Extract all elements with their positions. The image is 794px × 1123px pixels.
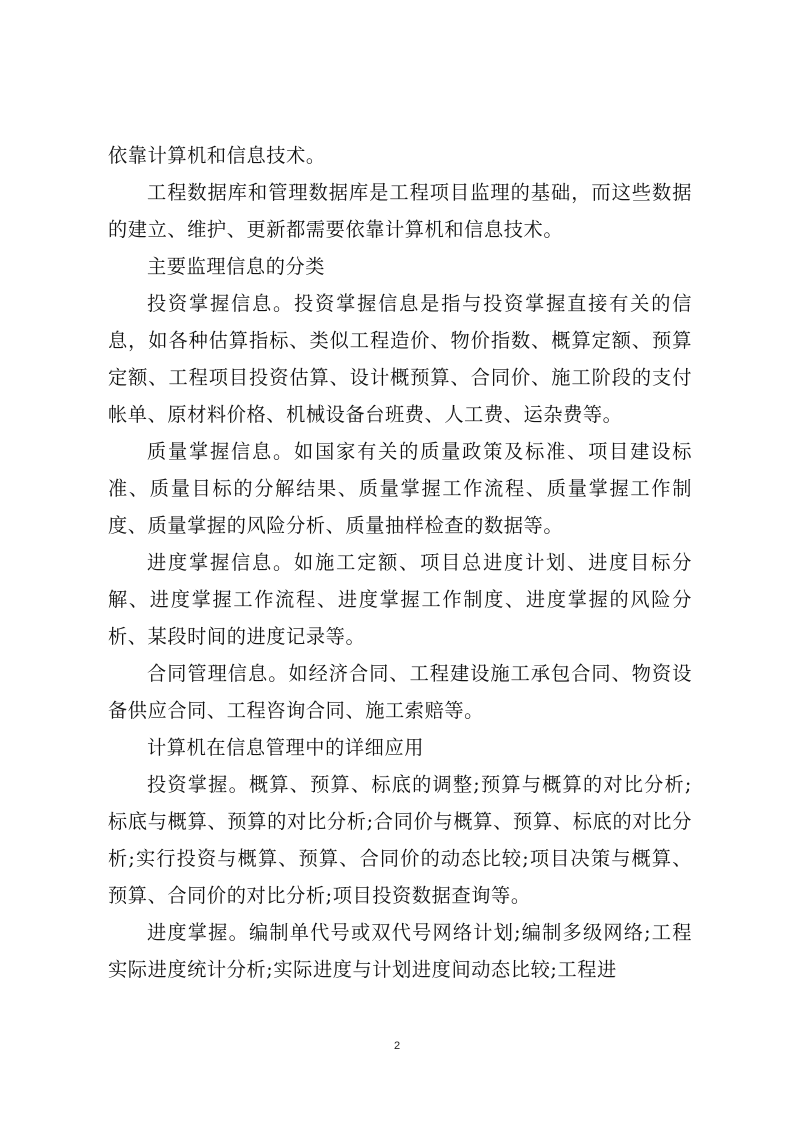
body-text: [108, 137, 692, 988]
paragraph-schedule-info: 进度掌握信息。如施工定额、项目总进度计划、进度目标分解、进度掌握工作流程、进度掌握工作制度、进度掌握的风险分析、某段时间的进度记录等。: [108, 551, 692, 648]
paragraph-quality-info: 质量掌握信息。如国家有关的质量政策及标准、项目建设标准、质量目标的分解结果、质量掌握工作流程、质量掌握工作制度、质量掌握的风险分析、质量抽样检查的数据等。: [108, 440, 692, 537]
paragraph-schedule-control: 进度掌握。编制单代号或双代号网络计划;编制多级网络;工程实际进度统计分析;实际进度与计划进度间动态比较;工程进: [108, 921, 692, 981]
paragraph-investment-control: 投资掌握。概算、预算、标底的调整;预算与概算的对比分析;标底与概算、预算的对比分析;合同价与概算、预算、标底的对比分析;实行投资与概算、预算、合同价的动态比较;项目决策与概算、预算、合同价的对比分析;项目投资数据查询等。: [108, 773, 692, 907]
paragraph-investment-info: 投资掌握信息。投资掌握信息是指与投资掌握直接有关的信息，如各种估算指标、类似工程造价、物价指数、概算定额、预算定额、工程项目投资估算、设计概预算、合同价、施工阶段的支付帐单、原材料价格、机械设备台班费、人工费、运杂费等。: [108, 292, 692, 426]
section-heading-classification: 主要监理信息的分类: [147, 255, 326, 278]
paragraph-contract-info: 合同管理信息。如经济合同、工程建设施工承包合同、物资设备供应合同、工程咨询合同、施工索赔等。: [108, 662, 692, 722]
page-number: 2: [393, 1040, 401, 1052]
section-heading-computer-application: 计算机在信息管理中的详细应用: [147, 736, 425, 759]
paragraph-2: 工程数据库和管理数据库是工程项目监理的基础，而这些数据的建立、维护、更新都需要依靠计算机和信息技术。: [108, 181, 692, 241]
paragraph-1: 依靠计算机和信息技术。: [108, 144, 326, 167]
